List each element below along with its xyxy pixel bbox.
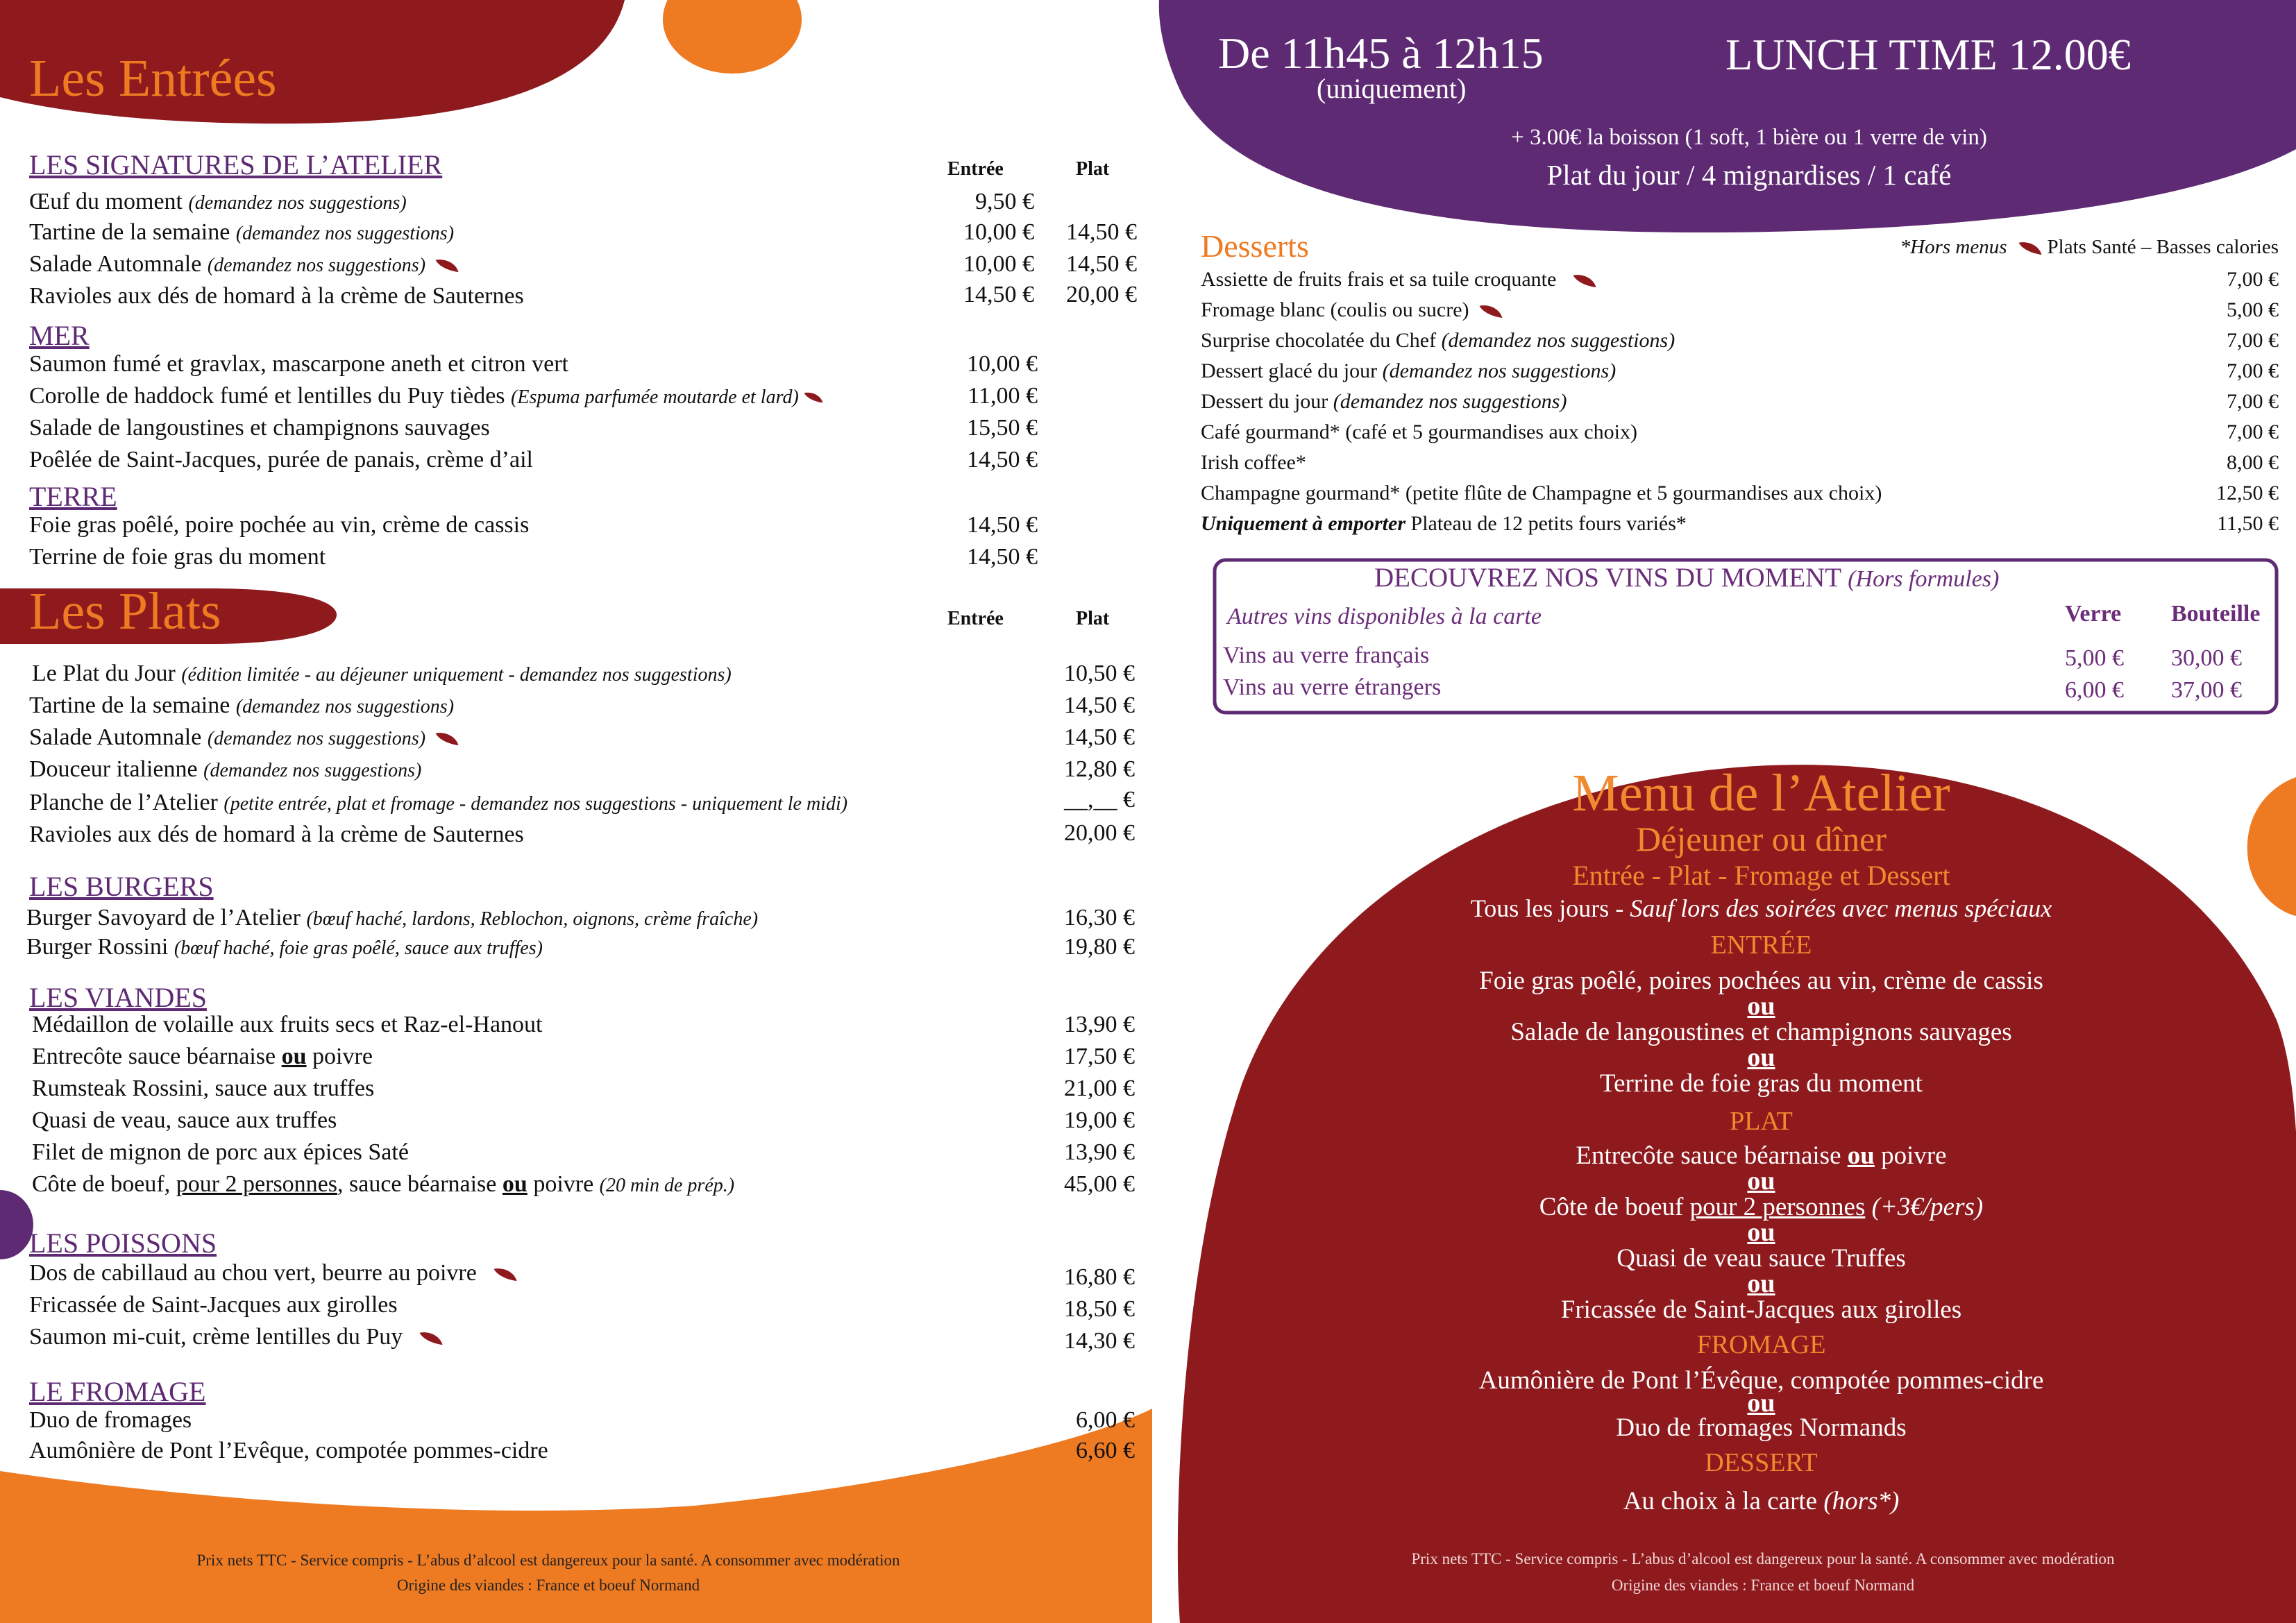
fromage-price: 6,60 € xyxy=(1076,1438,1135,1463)
viande-item: Médaillon de volaille aux fruits secs et Raz-el-Hanout xyxy=(32,1012,543,1037)
menu-plat-item: Quasi de veau sauce Truffes xyxy=(1617,1244,1906,1273)
viande-price: 13,90 € xyxy=(1064,1139,1135,1165)
footer-left-line2: Origine des viandes : France et boeuf Normand xyxy=(396,1577,700,1594)
dessert-item: Dessert glacé du jour (demandez nos suggestions) xyxy=(1201,359,1617,382)
footer-right-line2: Origine des viandes : France et boeuf Normand xyxy=(1611,1577,1915,1594)
dessert-price: 7,00 € xyxy=(2227,268,2279,291)
desserts-legend: *Hors menus Plats Santé – Basses calories xyxy=(1900,236,2279,258)
vins-row-name: Vins au verre français xyxy=(1223,643,1430,668)
sig-price-entree: 9,50 € xyxy=(975,189,1034,214)
leaf-icon xyxy=(1571,273,1598,289)
poisson-item: Fricassée de Saint-Jacques aux girolles xyxy=(29,1292,398,1318)
dessert-item: Irish coffee* xyxy=(1201,451,1306,474)
terre-price: 14,50 € xyxy=(967,544,1038,570)
poisson-price: 16,80 € xyxy=(1064,1264,1135,1290)
mer-heading: MER xyxy=(29,320,90,351)
plat-item: Douceur italienne (demandez nos suggestions) xyxy=(29,756,422,782)
menu-fromage-heading: FROMAGE xyxy=(1696,1330,1826,1359)
sig-item: Œuf du moment (demandez nos suggestions) xyxy=(29,189,407,214)
mer-price: 10,00 € xyxy=(967,351,1038,377)
plat-item: Salade Automnale (demandez nos suggestions) xyxy=(29,724,460,751)
lunch-drink: + 3.00€ la boisson (1 soft, 1 bière ou 1 verre de vin) xyxy=(1511,125,1987,150)
mer-price: 15,50 € xyxy=(967,415,1038,441)
vins-row-verre: 5,00 € xyxy=(2065,645,2124,671)
plat-price: 10,50 € xyxy=(1064,661,1135,686)
desserts-title: Desserts xyxy=(1201,228,1309,264)
menu-subtitle: Déjeuner ou dîner xyxy=(1636,819,1886,858)
viande-item: Rumsteak Rossini, sauce aux truffes xyxy=(32,1076,375,1101)
left-purple-circle xyxy=(0,1190,33,1259)
vins-col-bouteille: Bouteille xyxy=(2171,601,2261,627)
dessert-price: 5,00 € xyxy=(2227,298,2279,321)
menu-entree-heading: ENTRÉE xyxy=(1710,931,1812,960)
sig-price-entree: 10,00 € xyxy=(963,251,1034,277)
viande-price: 17,50 € xyxy=(1064,1044,1135,1069)
plats-title: Les Plats xyxy=(29,582,221,640)
leaf-icon xyxy=(1478,304,1504,319)
entrees-col-plat: Plat xyxy=(1076,158,1110,180)
menu-courses: Entrée - Plat - Fromage et Dessert xyxy=(1572,860,1950,891)
dessert-price: 7,00 € xyxy=(2227,420,2279,443)
sig-item: Tartine de la semaine (demandez nos suggestions) xyxy=(29,219,455,245)
top-orange-circle xyxy=(663,0,802,74)
entrees-title: Les Entrées xyxy=(29,49,277,108)
lunch-content: Plat du jour / 4 mignardises / 1 café xyxy=(1546,159,1952,191)
menu-plat-item: Fricassée de Saint-Jacques aux girolles xyxy=(1560,1295,1962,1324)
vins-row-bouteille: 37,00 € xyxy=(2171,677,2242,703)
burger-item: Burger Savoyard de l’Atelier (bœuf haché, lardons, Reblochon, oignons, crème fraîche) xyxy=(26,905,759,931)
menu-plat-item: Entrecôte sauce béarnaise ou poivre xyxy=(1576,1141,1947,1170)
footer-left-line1: Prix nets TTC - Service compris - L’abus d’alcool est dangereux pour la santé. A consommer avec modération xyxy=(196,1552,900,1569)
menu-entree-item: Salade de langoustines et champignons sauvages xyxy=(1510,1018,2012,1046)
plats-col-plat: Plat xyxy=(1076,608,1110,629)
dessert-item: Assiette de fruits frais et sa tuile croquante xyxy=(1201,268,1598,291)
vins-subtitle: Autres vins disponibles à la carte xyxy=(1227,604,1542,629)
plat-price: 20,00 € xyxy=(1064,820,1135,846)
sig-price-entree: 14,50 € xyxy=(963,282,1034,307)
plat-price: 14,50 € xyxy=(1064,692,1135,718)
terre-heading: TERRE xyxy=(29,481,117,512)
dessert-price: 7,00 € xyxy=(2227,390,2279,413)
dessert-item: Champagne gourmand* (petite flûte de Champagne et 5 gourmandises aux choix) xyxy=(1201,482,1882,504)
burger-item: Burger Rossini (bœuf haché, foie gras poêlé, sauce aux truffes) xyxy=(26,934,543,960)
plat-price: 14,50 € xyxy=(1064,724,1135,750)
menu-ou: ou xyxy=(1747,1388,1775,1418)
mer-item: Corolle de haddock fumé et lentilles du Puy tièdes (Espuma parfumée moutarde et lard) xyxy=(29,383,824,409)
mer-price: 11,00 € xyxy=(968,383,1038,409)
plat-price: __,__ € xyxy=(1064,787,1135,813)
menu-price: 39.00€ TTC/pers xyxy=(1671,736,1851,765)
viande-item: Filet de mignon de porc aux épices Saté xyxy=(32,1139,409,1165)
mer-item: Salade de langoustines et champignons sauvages xyxy=(29,415,490,441)
plat-item: Planche de l’Atelier (petite entrée, plat et fromage - demandez nos suggestions - uniquement le midi) xyxy=(29,790,848,815)
burgers-heading: LES BURGERS xyxy=(29,871,214,902)
burger-price: 16,30 € xyxy=(1064,905,1135,931)
leaf-icon xyxy=(803,390,824,405)
menu-plat-heading: PLAT xyxy=(1730,1107,1793,1136)
vins-row-verre: 6,00 € xyxy=(2065,677,2124,703)
footer-right-line1: Prix nets TTC - Service compris - L’abus d’alcool est dangereux pour la santé. A consommer avec modération xyxy=(1411,1550,2115,1567)
terre-item: Foie gras poêlé, poire pochée au vin, crème de cassis xyxy=(29,512,530,538)
dessert-price: 7,00 € xyxy=(2227,329,2279,352)
menu-ou: ou xyxy=(1747,1218,1775,1247)
menu-dessert-heading: DESSERT xyxy=(1705,1448,1818,1477)
leaf-icon xyxy=(492,1267,518,1282)
plat-item: Ravioles aux dés de homard à la crème de Sauternes xyxy=(29,822,524,847)
lunch-title: LUNCH TIME 12.00€ xyxy=(1725,30,2131,79)
sig-item: Ravioles aux dés de homard à la crème de Sauternes xyxy=(29,283,524,309)
leaf-icon xyxy=(418,1331,444,1346)
fromage-item: Aumônière de Pont l’Evêque, compotée pommes-cidre xyxy=(29,1438,548,1463)
terre-price: 14,50 € xyxy=(967,512,1038,538)
menu-days: Tous les jours - Sauf lors des soirées avec menus spéciaux xyxy=(1470,894,2052,922)
dessert-item: Café gourmand* (café et 5 gourmandises aux choix) xyxy=(1201,420,1637,443)
dessert-price: 7,00 € xyxy=(2227,359,2279,382)
plat-item: Le Plat du Jour (édition limitée - au déjeuner uniquement - demandez nos suggestions) xyxy=(32,661,732,686)
menu-ou: ou xyxy=(1747,1269,1775,1298)
sig-price-plat: 14,50 € xyxy=(1066,251,1137,277)
poissons-heading: LES POISSONS xyxy=(29,1227,217,1259)
mer-item: Saumon fumé et gravlax, mascarpone aneth et citron vert xyxy=(29,351,568,377)
viande-price: 19,00 € xyxy=(1064,1107,1135,1133)
dessert-price: 11,50 € xyxy=(2217,512,2279,535)
mer-price: 14,50 € xyxy=(967,447,1038,473)
menu-entree-item: Foie gras poêlé, poires pochées au vin, crème de cassis xyxy=(1479,967,2043,995)
viandes-heading: LES VIANDES xyxy=(29,982,207,1013)
menu-dessert-item: Au choix à la carte (hors*) xyxy=(1623,1487,1900,1515)
poisson-item: Dos de cabillaud au chou vert, beurre au poivre xyxy=(29,1260,518,1286)
entrees-col-entree: Entrée xyxy=(947,158,1004,180)
poisson-price: 18,50 € xyxy=(1064,1296,1135,1322)
fromage-item: Duo de fromages xyxy=(29,1407,192,1433)
poisson-item: Saumon mi-cuit, crème lentilles du Puy xyxy=(29,1324,444,1350)
menu-entree-item: Terrine de foie gras du moment xyxy=(1600,1069,1923,1098)
vins-title: DECOUVREZ NOS VINS DU MOMENT (Hors formules) xyxy=(1374,563,2000,593)
dessert-item: Dessert du jour (demandez nos suggestions) xyxy=(1201,390,1567,413)
plat-price: 12,80 € xyxy=(1064,756,1135,782)
viande-item: Entrecôte sauce béarnaise ou poivre xyxy=(32,1044,373,1069)
sig-item: Salade Automnale (demandez nos suggestions) xyxy=(29,251,460,278)
sig-price-plat: 20,00 € xyxy=(1066,282,1137,307)
poisson-price: 14,30 € xyxy=(1064,1328,1135,1354)
leaf-icon xyxy=(434,258,460,273)
menu-ou: ou xyxy=(1747,1166,1775,1196)
fromage-heading: LE FROMAGE xyxy=(29,1376,206,1407)
menu-ou: ou xyxy=(1747,992,1775,1021)
dessert-item: Surprise chocolatée du Chef (demandez nos suggestions) xyxy=(1201,329,1675,352)
dessert-item: Fromage blanc (coulis ou sucre) xyxy=(1201,298,1504,322)
menu-title: Menu de l’Atelier xyxy=(1572,764,1950,822)
plat-item: Tartine de la semaine (demandez nos suggestions) xyxy=(29,692,455,718)
leaf-icon xyxy=(434,731,460,747)
plats-col-entree: Entrée xyxy=(947,608,1004,629)
terre-item: Terrine de foie gras du moment xyxy=(29,544,326,570)
viande-price: 13,90 € xyxy=(1064,1012,1135,1037)
viande-price: 45,00 € xyxy=(1064,1171,1135,1197)
lunch-hours-note: (uniquement) xyxy=(1317,73,1467,104)
menu-fromage-item: Aumônière de Pont l’Évêque, compotée pommes-cidre xyxy=(1478,1366,2044,1395)
menu-plat-item: Côte de boeuf pour 2 personnes (+3€/pers) xyxy=(1539,1193,1984,1221)
dessert-price: 8,00 € xyxy=(2227,451,2279,474)
vins-row-bouteille: 30,00 € xyxy=(2171,645,2242,671)
mer-item: Poêlée de Saint-Jacques, purée de panais, crème d’ail xyxy=(29,447,533,473)
viande-item: Côte de boeuf, pour 2 personnes, sauce béarnaise ou poivre (20 min de prép.) xyxy=(32,1171,735,1197)
viande-item: Quasi de veau, sauce aux truffes xyxy=(32,1107,337,1133)
signatures-heading: LES SIGNATURES DE L’ATELIER xyxy=(29,149,443,180)
lunch-hours: De 11h45 à 12h15 xyxy=(1218,28,1544,78)
vins-col-verre: Verre xyxy=(2065,601,2122,627)
leaf-icon xyxy=(2017,241,2043,256)
burger-price: 19,80 € xyxy=(1064,934,1135,960)
fromage-price: 6,00 € xyxy=(1076,1407,1135,1433)
dessert-price: 12,50 € xyxy=(2216,482,2279,504)
menu-ou: ou xyxy=(1747,1043,1775,1072)
menu-fromage-item: Duo de fromages Normands xyxy=(1616,1413,1907,1442)
dessert-item: Uniquement à emporter Plateau de 12 petits fours variés* xyxy=(1201,512,1687,535)
sig-price-entree: 10,00 € xyxy=(963,219,1034,245)
sig-price-plat: 14,50 € xyxy=(1066,219,1137,245)
vins-row-name: Vins au verre étrangers xyxy=(1223,674,1442,700)
viande-price: 21,00 € xyxy=(1064,1076,1135,1101)
